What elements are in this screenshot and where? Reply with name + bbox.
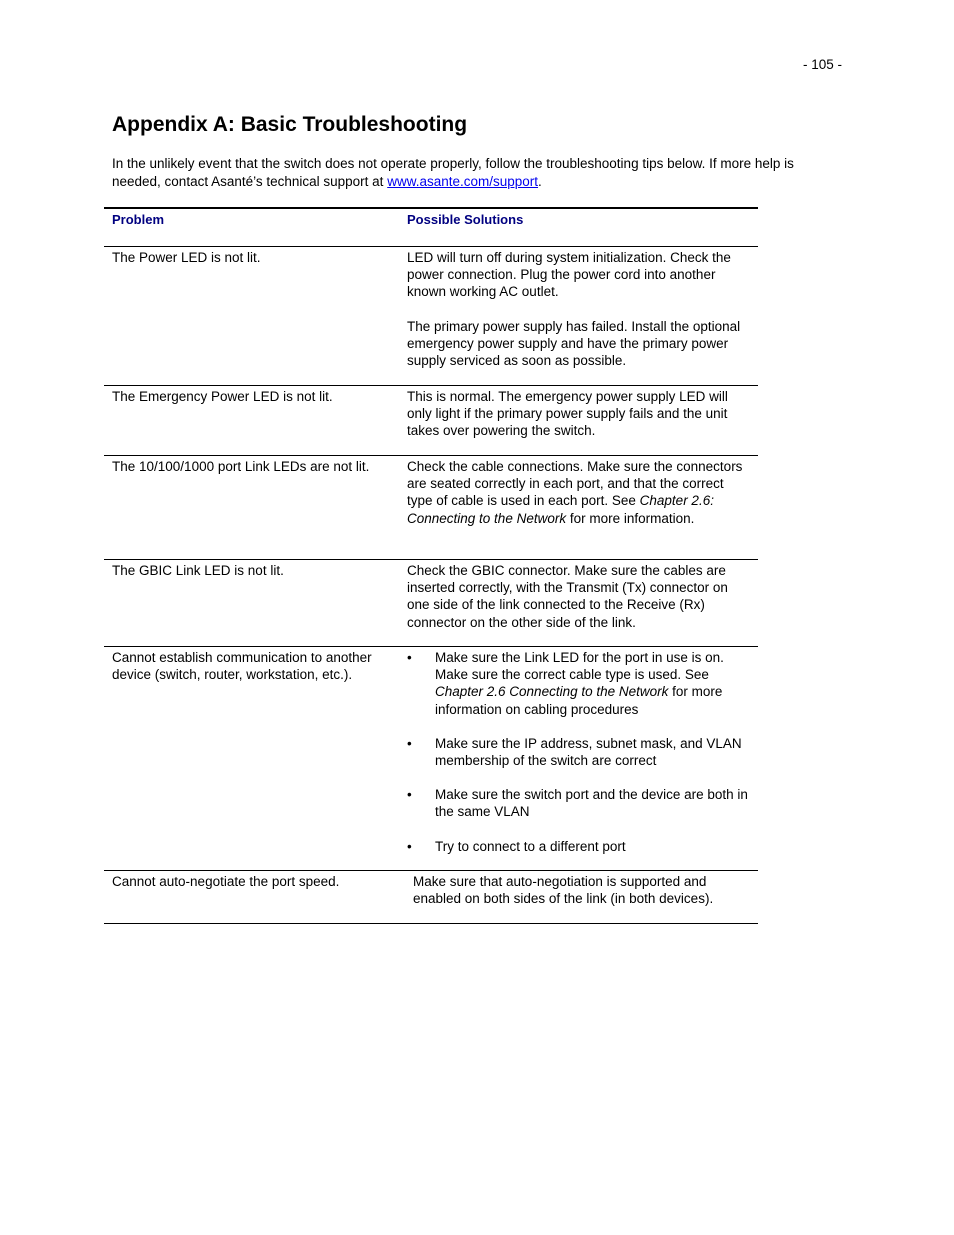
solution-cell [407, 386, 758, 455]
table-row [104, 247, 758, 386]
table-row [104, 560, 758, 647]
table-row [104, 871, 758, 924]
table-header-row [104, 209, 758, 247]
bullet-icon: • [407, 838, 412, 854]
chapter-reference: Chapter 2.6: Connecting to the Network [407, 493, 714, 526]
bullet-item [407, 735, 752, 769]
column-header-problem: Problem [112, 212, 165, 227]
table-row [104, 386, 758, 456]
bullet-text-part: for more information on cabling procedures [435, 684, 723, 717]
problem-cell: The GBIC Link LED is not lit. [112, 563, 284, 578]
solution-cell [407, 560, 758, 646]
intro-paragraph [112, 155, 832, 191]
bullet-item [407, 649, 752, 718]
intro-suffix: . [538, 174, 542, 189]
bullet-item [407, 786, 752, 820]
column-header-solutions: Possible Solutions [407, 212, 524, 227]
table-row [104, 456, 758, 560]
bullet-text: Make sure the switch port and the device are both in the same VLAN [435, 787, 748, 820]
problem-cell: Cannot auto-negotiate the port speed. [112, 874, 340, 889]
solution-cell [407, 456, 758, 559]
bullet-icon: • [407, 787, 412, 803]
page-number: - 105 - [802, 57, 842, 72]
solution-text: Check the GBIC connector. Make sure the cables are inserted correctly, with the Transmit (Tx) connector on one side of the link connected to the Receive (Rx) connector on the other side of the link. [407, 563, 728, 630]
bullet-icon: • [407, 735, 412, 751]
bullet-text: Try to connect to a different port [435, 838, 626, 854]
chapter-reference: Chapter 2.6 Connecting to the Network [435, 684, 669, 700]
problem-cell: The 10/100/1000 port Link LEDs are not lit. [112, 459, 370, 474]
solution-text [407, 458, 752, 527]
bullet-icon: • [407, 650, 412, 665]
solution-text: LED will turn off during system initialization. Check the power connection. Plug the power cord into another known working AC outlet. [407, 250, 731, 300]
solution-text: This is normal. The emergency power supply LED will only light if the primary power supply fails and the unit takes over powering the switch. [407, 389, 728, 439]
solution-cell [407, 647, 758, 870]
support-link[interactable]: www.asante.com/support [387, 174, 539, 189]
solution-bullet-list [407, 649, 752, 855]
problem-cell: The Power LED is not lit. [112, 250, 261, 265]
solution-text: The primary power supply has failed. Install the optional emergency power supply and have the primary power supply serviced as soon as possible. [407, 318, 741, 369]
page-title: Appendix A: Basic Troubleshooting [112, 113, 468, 136]
bullet-text: Make sure the IP address, subnet mask, and VLAN membership of the switch are correct [435, 735, 742, 769]
solution-cell [407, 871, 758, 923]
table-row [104, 647, 758, 871]
bullet-text-part: Make sure the Link LED for the port in use is on. Make sure the correct cable type is used. See [435, 650, 724, 683]
solution-text-part: for more information. [566, 510, 695, 526]
problem-cell: The Emergency Power LED is not lit. [112, 389, 333, 404]
problem-cell: Cannot establish communication to another device (switch, router, workstation, etc.). [112, 650, 372, 683]
solution-cell [407, 247, 758, 385]
solution-text-part: Check the cable connections. Make sure the connectors are seated correctly in each port, and that the correct type of cable is used in each port. See [407, 459, 743, 509]
intro-text: In the unlikely event that the switch does not operate properly, follow the troubleshooting tips below. If more help is needed, contact Asanté’s technical support at [112, 156, 794, 189]
troubleshooting-table [104, 207, 758, 924]
solution-text: Make sure that auto-negotiation is supported and enabled on both sides of the link (in both devices). [413, 874, 714, 907]
bullet-item [407, 838, 752, 855]
